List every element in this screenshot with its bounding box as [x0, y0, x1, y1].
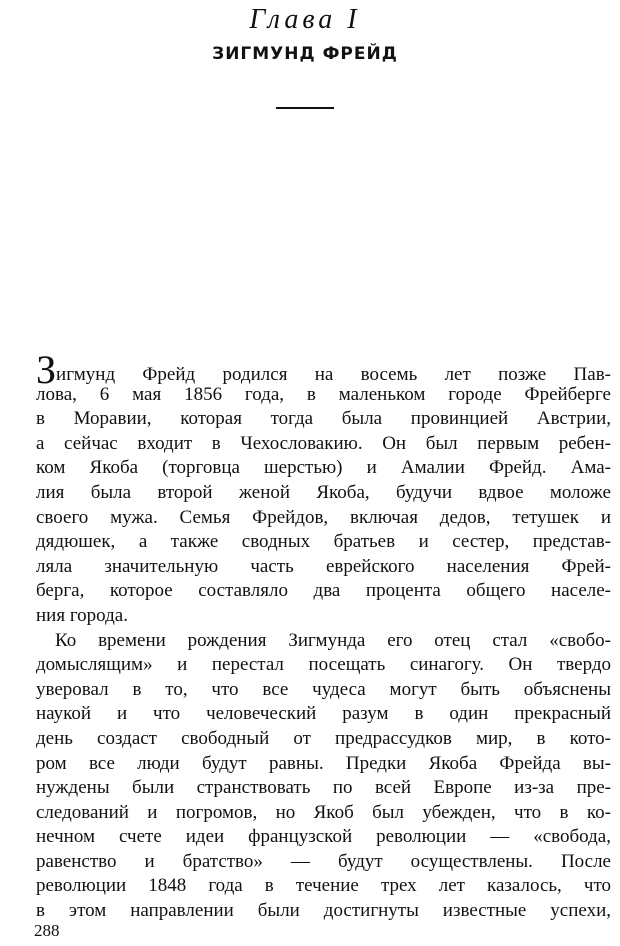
text-line: своего мужа. Семья Фрейдов, включая дедов, тетушек и [36, 506, 611, 528]
text-line: наукой и что человеческий разум в один прекрасный [36, 703, 611, 725]
text-line: следований и погромов, но Якоб был убежден, что в ко- [36, 801, 611, 823]
text-line: уверовал в то, что все чудеса могут быть объяснены [36, 678, 611, 700]
text-line: ляла значительную часть еврейского населения Фрей- [36, 555, 611, 577]
body-text [36, 347, 611, 924]
text-line: революции 1848 года в течение трех лет казалось, что [36, 875, 611, 897]
text-line: ком Якоба (торговца шерстью) и Амалии Фрейд. Ама- [36, 457, 611, 479]
text-line: в Моравии, которая тогда была провинцией Австрии, [36, 408, 611, 430]
text-line: в этом направлении были достигнуты известные успехи, [36, 900, 611, 922]
text-line: равенство и братство» — будут осуществлены. После [36, 850, 611, 872]
text-line: Ко времени рождения Зигмунда его отец стал «свобо- [55, 629, 611, 651]
drop-cap: З [36, 347, 57, 392]
text-line: нуждены были странствовать по всей Европе из-за пре- [36, 777, 611, 799]
chapter-label: Глава I [249, 4, 361, 35]
text-line: берга, которое составляло два процента общего населе- [36, 580, 611, 602]
chapter-title: ЗИГМУНД ФРЕЙД [212, 44, 398, 64]
text-line: домыслящим» и перестал посещать синагогу. Он твердо [36, 654, 611, 676]
text-line: а сейчас входит в Чехословакию. Он был первым ребен- [36, 432, 611, 454]
text-line: дядюшек, а также сводных братьев и сестер, представ- [36, 531, 611, 553]
text-line: лова, 6 мая 1856 года, в маленьком городе Фрейберге [36, 383, 611, 405]
text-line: ния города. [36, 604, 128, 626]
text-line: день создаст свободный от предрассудков мир, в кото- [36, 727, 611, 749]
text-line [36, 347, 611, 392]
text-line: нечном счете идеи французской революции — «свобода, [36, 826, 611, 848]
title-divider [276, 107, 334, 109]
text-line-content: игмунд Фрейд родился на восемь лет позже Пав- [56, 364, 611, 385]
page-number: 288 [34, 921, 60, 940]
text-line: ром все люди будут равны. Предки Якоба Фрейда вы- [36, 752, 611, 774]
text-line: лия была второй женой Якоба, будучи вдвое моложе [36, 481, 611, 503]
